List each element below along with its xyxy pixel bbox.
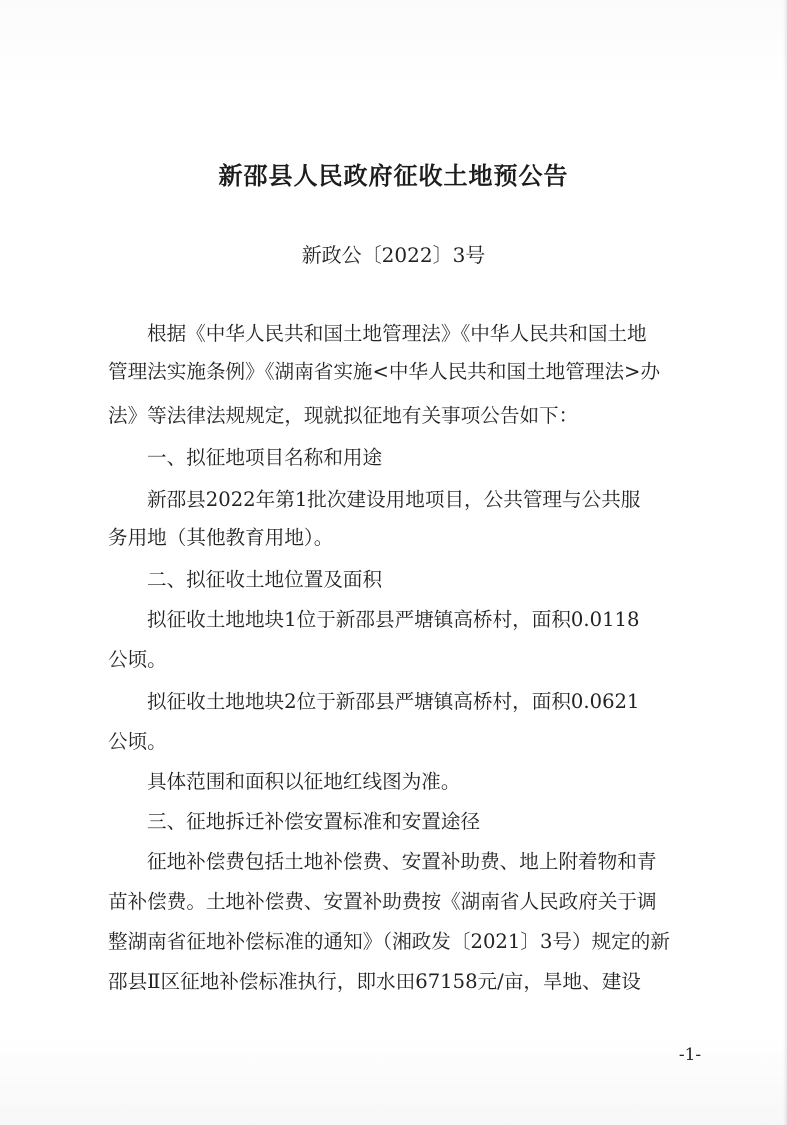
- paragraph-line: 具体范围和面积以征地红线图为准。: [147, 770, 461, 793]
- paragraph-line: 整湖南省征地补偿标准的通知》（湘政发〔2021〕3号）规定的新: [108, 930, 670, 953]
- paragraph-line: 拟征收土地地块2位于新邵县严塘镇高桥村，面积0.0621: [147, 690, 640, 713]
- paragraph-line: 邵县Ⅱ区征地补偿标准执行，即水田67158元/亩，旱地、建设: [108, 970, 641, 993]
- paragraph-line: 根据《中华人民共和国土地管理法》《中华人民共和国土地: [147, 322, 647, 345]
- paragraph-line: 公顷。: [108, 730, 167, 753]
- section-heading: 三、征地拆迁补偿安置标准和安置途径: [147, 810, 481, 833]
- section-heading: 二、拟征收土地位置及面积: [147, 568, 383, 591]
- paragraph-line: 新邵县2022年第1批次建设用地项目，公共管理与公共服: [147, 488, 641, 511]
- document-title: 新邵县人民政府征收土地预公告: [218, 161, 569, 190]
- paragraph-line: 公顷。: [108, 648, 167, 671]
- paragraph-line: 法》等法律法规规定，现就拟征地有关事项公告如下：: [108, 404, 579, 427]
- paragraph-line: 拟征收土地地块1位于新邵县严塘镇高桥村，面积0.0118: [147, 608, 640, 631]
- paragraph-line: 征地补偿费包括土地补偿费、安置补助费、地上附着物和青: [147, 850, 657, 873]
- section-heading: 一、拟征地项目名称和用途: [147, 446, 383, 469]
- paragraph-line: 管理法实施条例》《湖南省实施<中华人民共和国土地管理法>办: [108, 360, 661, 383]
- document-number: 新政公〔2022〕3号: [301, 243, 486, 267]
- paragraph-line: 苗补偿费。土地补偿费、安置补助费按《湖南省人民政府关于调: [108, 890, 657, 913]
- paragraph-line: 务用地（其他教育用地）。: [108, 526, 334, 549]
- page-number: -1-: [678, 1045, 702, 1065]
